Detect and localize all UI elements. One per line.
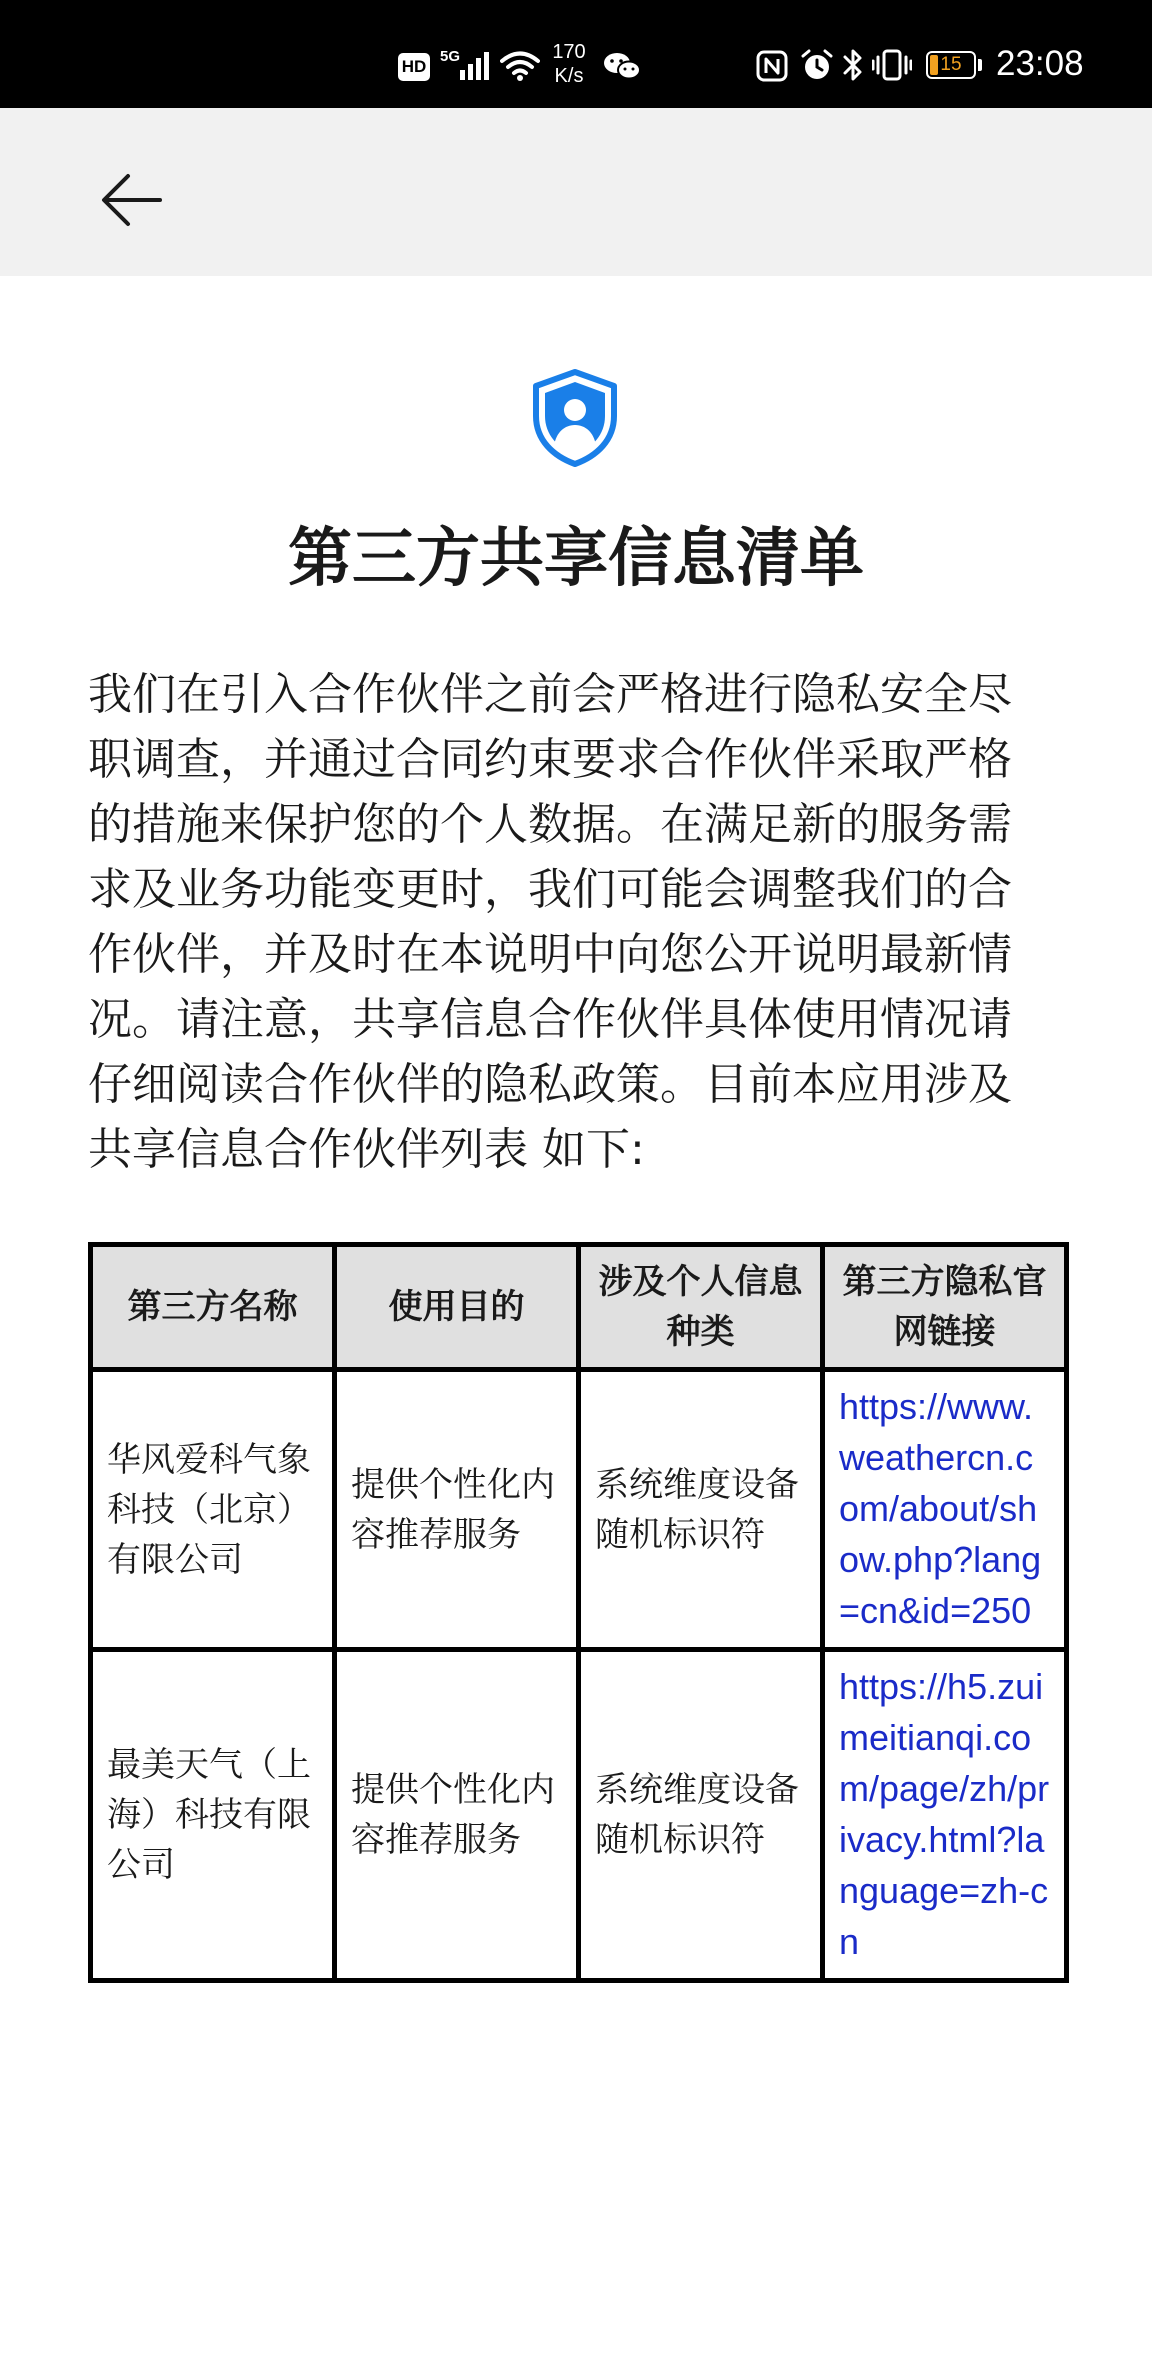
privacy-link[interactable]: https://h5.zuimeitianqi.com/page/zh/privacy.html?language=zh-cn (839, 1666, 1050, 1962)
status-bar (0, 0, 1152, 108)
battery-icon (926, 51, 976, 79)
wechat-icon (602, 50, 642, 86)
info-type: 系统维度设备随机标识符 (579, 1370, 823, 1650)
usage-purpose: 提供个性化内容推荐服务 (335, 1370, 579, 1650)
partners-table (88, 1242, 1069, 1983)
clock: 23:08 (996, 44, 1084, 83)
privacy-link[interactable]: https://www.weathercn.com/about/show.php?lang=cn&id=250 (839, 1386, 1042, 1631)
intro-paragraph: 我们在引入合作伙伴之前会严格进行隐私安全尽职调查，并通过合同约束要求合作伙伴采取严格的措施来保护您的个人数据。在满足新的服务需求及业务功能变更时，我们可能会调整我们的合作伙伴，并及时在本说明中向您公开说明最新情况。请注意，共享信息合作伙伴具体使用情况请仔细阅读合作伙伴的隐私政策。目前本应用涉及共享信息合作伙伴列表 如下: (88, 669, 1012, 1175)
nfc-icon (756, 50, 788, 86)
privacy-link-cell (823, 1650, 1067, 1981)
table-row (91, 1650, 1067, 1981)
battery-tip (978, 59, 982, 71)
table-row (91, 1370, 1067, 1650)
wifi-icon (500, 50, 540, 86)
header-info-type: 涉及个人信息种类 (579, 1245, 823, 1370)
bluetooth-icon (842, 48, 864, 86)
header-purpose: 使用目的 (335, 1245, 579, 1370)
app-bar (0, 108, 1152, 276)
signal-icon (458, 50, 494, 84)
alarm-icon (800, 48, 834, 86)
header-privacy-link: 第三方隐私官网链接 (823, 1245, 1067, 1370)
shield-user-icon (530, 368, 620, 468)
vibrate-icon (872, 48, 912, 86)
hd-icon: HD (398, 53, 430, 81)
privacy-link-cell (823, 1370, 1067, 1650)
header-company-name: 第三方名称 (91, 1245, 335, 1370)
page-title: 第三方共享信息清单 (288, 522, 864, 596)
company-name: 华风爱科气象科技（北京）有限公司 (91, 1370, 335, 1650)
battery-level: 15 (940, 54, 962, 75)
table-header-row (91, 1245, 1067, 1370)
arrow-left-icon (100, 172, 164, 228)
network-type: 5G (440, 48, 461, 65)
usage-purpose: 提供个性化内容推荐服务 (335, 1650, 579, 1981)
info-type: 系统维度设备随机标识符 (579, 1650, 823, 1981)
back-button[interactable] (78, 152, 186, 248)
company-name: 最美天气（上海）科技有限公司 (91, 1650, 335, 1981)
network-speed: 170 K/s (552, 41, 586, 87)
